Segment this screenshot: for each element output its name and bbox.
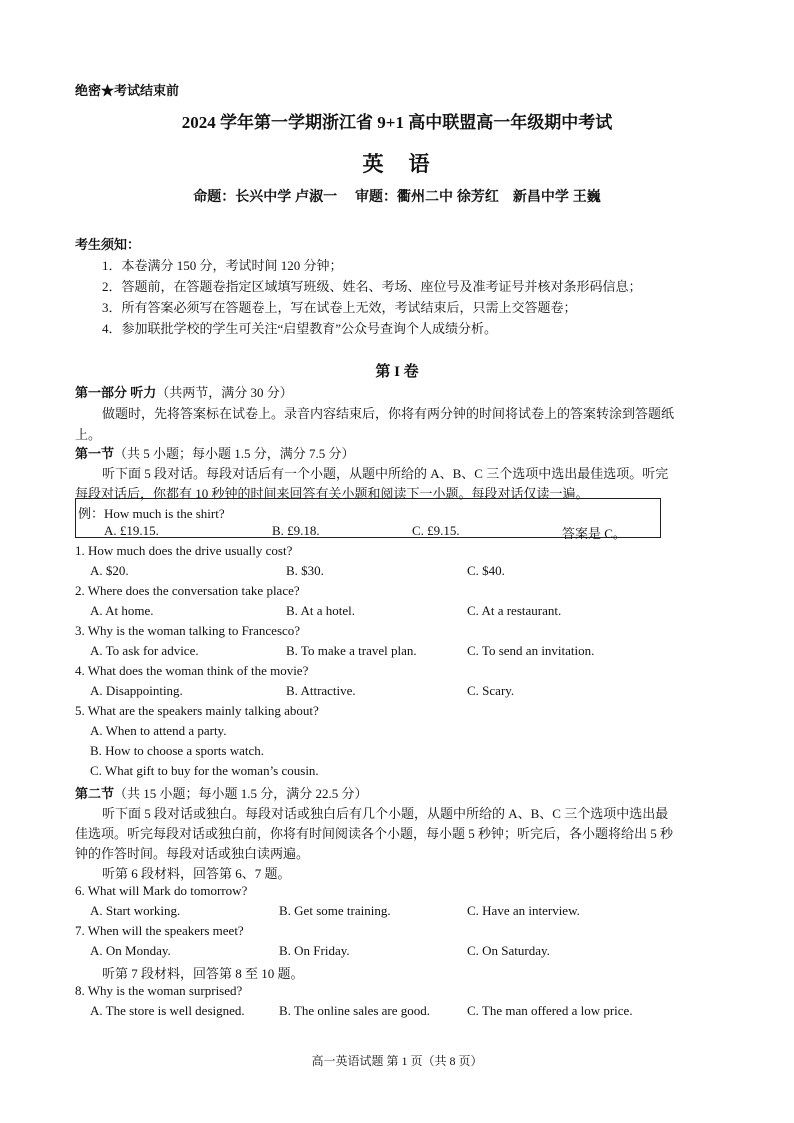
q8-option-b: B. The online sales are good.: [279, 1003, 431, 1018]
part1-heading: 第一部分 听力: [75, 385, 157, 400]
q6-option-c: C. Have an interview.: [467, 903, 580, 918]
q7-option-b: B. On Friday.: [279, 943, 350, 958]
q4-option-a: A. Disappointing.: [90, 683, 183, 698]
question-6: 6. What will Mark do tomorrow?: [75, 883, 248, 898]
section2-instructions: 听下面 5 段对话或独白。每段对话或独白后有几个小题，从题中所给的 A、B、C 三个选项中选出最: [102, 806, 669, 821]
section1-heading-note: （共 5 小题；每小题 1.5 分，满分 7.5 分）: [114, 446, 355, 461]
q7-option-c: C. On Saturday.: [467, 943, 550, 958]
q6-option-a: A. Start working.: [90, 903, 181, 918]
q2-option-a: A. At home.: [90, 603, 154, 618]
notice-item: 3．所有答案必须写在答题卷上，写在试卷上无效，考试结束后，只需上交答题卷；: [102, 300, 577, 315]
section2-instructions-cont2: 钟的作答时间。每段对话或独白读两遍。: [75, 846, 310, 861]
q1-option-c: C. $40.: [467, 563, 505, 578]
section2-heading-note: （共 15 小题；每小题 1.5 分，满分 22.5 分）: [114, 786, 368, 801]
question-5: 5. What are the speakers mainly talking about?: [75, 703, 319, 718]
q5-option-a: A. When to attend a party.: [90, 723, 227, 738]
subject-title: 英 语: [362, 152, 432, 176]
section1-heading: 第一节: [75, 446, 115, 461]
notice-item: 1．本卷满分 150 分，考试时间 120 分钟；: [102, 258, 343, 273]
example-option-b: B. £9.18.: [272, 523, 320, 538]
q8-option-c: C. The man offered a low price.: [467, 1003, 633, 1018]
q3-option-a: A. To ask for advice.: [90, 643, 199, 658]
part1-intro: 做题时，先将答案标在试卷上。录音内容结束后，你将有两分钟的时间将试卷上的答案转涂到答题纸: [102, 406, 675, 421]
q4-option-c: C. Scary.: [467, 683, 515, 698]
q5-option-b: B. How to choose a sports watch.: [90, 743, 265, 758]
part1-heading-line: [75, 382, 293, 401]
notice-item: 2．答题前，在答题卷指定区域填写班级、姓名、考场、座位号及准考证号并核对条形码信息；: [102, 279, 642, 294]
page-footer: 高一英语试题 第 1 页（共 8 页）: [311, 1054, 483, 1068]
q8-option-a: A. The store is well designed.: [90, 1003, 245, 1018]
credits-line: 命题：长兴中学 卢淑一 审题：衢州二中 徐芳红 新昌中学 王巍: [193, 188, 601, 204]
material-6-note: 听第 6 段材料，回答第 6、7 题。: [102, 866, 291, 881]
question-3: 3. Why is the woman talking to Francesco?: [75, 623, 301, 638]
example-option-a: A. £19.15.: [104, 523, 159, 538]
part1-heading-note: （共两节，满分 30 分）: [156, 385, 293, 400]
section1-heading-line: [75, 443, 355, 462]
example-question: 例：How much is the shirt?: [78, 506, 225, 521]
section2-heading-line: [75, 783, 368, 802]
example-option-c: C. £9.15.: [412, 523, 460, 538]
q6-option-b: B. Get some training.: [279, 903, 391, 918]
secret-label: 绝密★考试结束前: [75, 83, 180, 98]
q7-option-a: A. On Monday.: [90, 943, 171, 958]
exam-title: 2024 学年第一学期浙江省 9+1 高中联盟高一年级期中考试: [181, 113, 613, 132]
q3-option-b: B. To make a travel plan.: [286, 643, 417, 658]
example-answer: 答案是 C。: [562, 526, 626, 541]
section2-heading: 第二节: [75, 786, 115, 801]
volume-title: 第 I 卷: [375, 364, 419, 380]
question-2: 2. Where does the conversation take place?: [75, 583, 300, 598]
question-7: 7. When will the speakers meet?: [75, 923, 244, 938]
question-4: 4. What does the woman think of the movie?: [75, 663, 309, 678]
q1-option-a: A. $20.: [90, 563, 129, 578]
question-8: 8. Why is the woman surprised?: [75, 983, 243, 998]
notice-heading: 考生须知：: [75, 237, 141, 252]
q4-option-b: B. Attractive.: [286, 683, 356, 698]
section1-instructions-cont: 每段对话后，你都有 10 秒钟的时间来回答有关小题和阅读下一小题。每段对话仅读一遍。: [75, 486, 589, 501]
q5-option-c: C. What gift to buy for the woman’s cousin.: [90, 763, 319, 778]
question-1: 1. How much does the drive usually cost?: [75, 543, 293, 558]
notice-item: 4．参加联批学校的学生可关注“启望教育”公众号查询个人成绩分析。: [102, 321, 498, 336]
section1-instructions: 听下面 5 段对话。每段对话后有一个小题，从题中所给的 A、B、C 三个选项中选出最佳选项。听完: [102, 466, 669, 481]
material-7-note: 听第 7 段材料，回答第 8 至 10 题。: [102, 966, 304, 981]
q2-option-b: B. At a hotel.: [286, 603, 355, 618]
section2-instructions-cont: 佳选项。听完每段对话或独白前，你将有时间阅读各个小题，每小题 5 秒钟；听完后，各小题将给出 5 秒: [75, 826, 674, 841]
q3-option-c: C. To send an invitation.: [467, 643, 595, 658]
part1-intro-cont: 上。: [75, 427, 102, 442]
q1-option-b: B. $30.: [286, 563, 324, 578]
q2-option-c: C. At a restaurant.: [467, 603, 562, 618]
